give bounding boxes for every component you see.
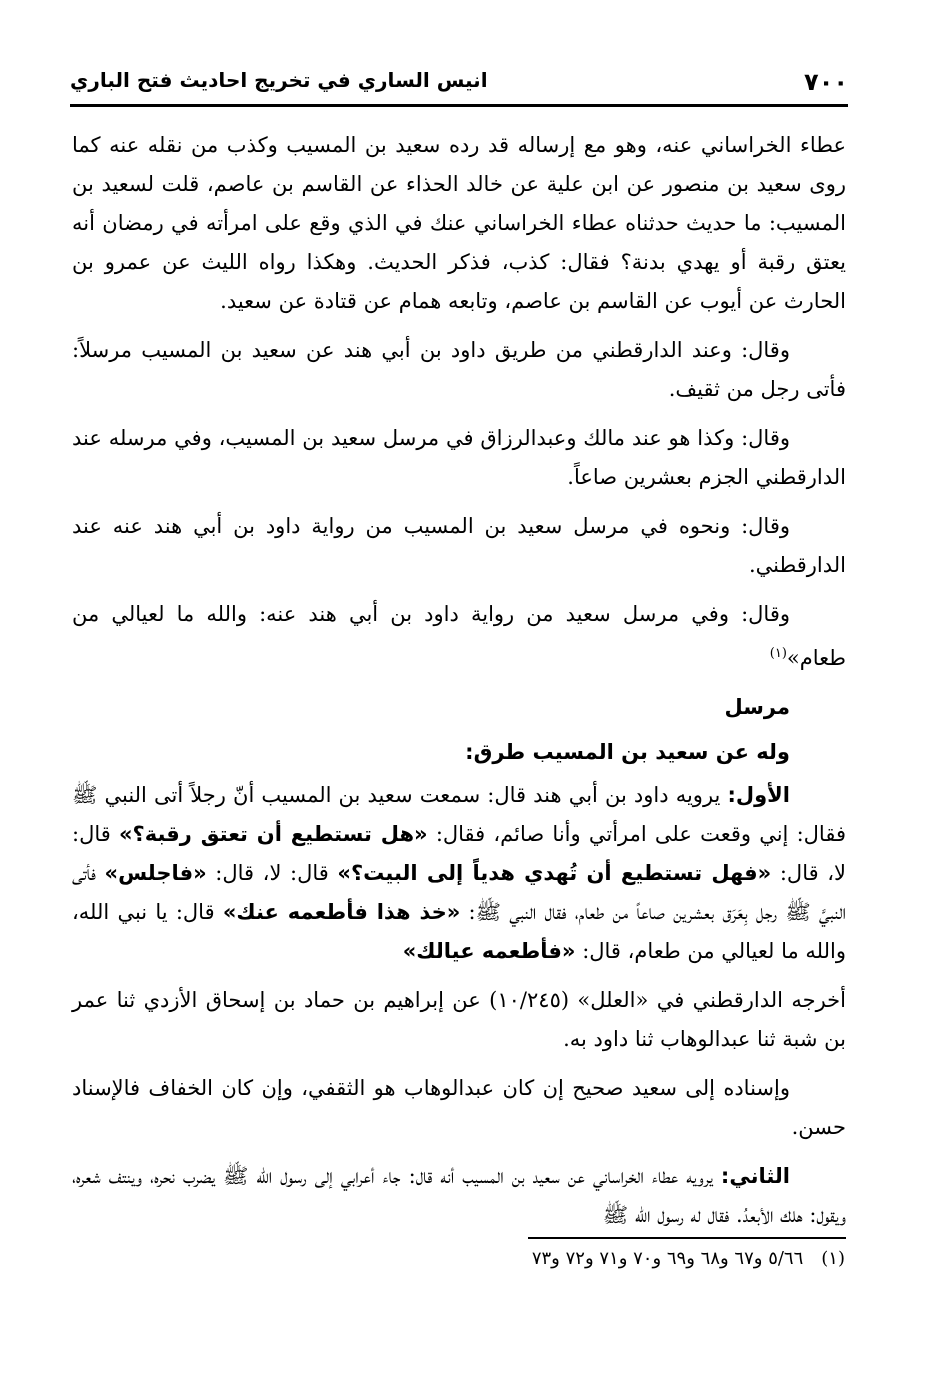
paragraph-6-text-a: يرويه داود بن أبي هند قال: سمعت سعيد بن المسيب أنّ رجلاً أتى النبي ﷺ فقال: إني وقعت على امرأتي وأنا صائم، فقال: [72,783,846,846]
page-number: ٧٠٠ [804,68,848,96]
footnote [532,1248,845,1269]
paragraph-8: وإسناده إلى سعيد صحيح إن كان عبدالوهاب هو الثقفي، وإن كان الخفاف فالإسناد حسن. [72,1076,846,1139]
section-heading-turuq: وله عن سعيد بن المسيب طرق: [465,740,790,764]
paragraph-2: وقال: وعند الدارقطني من طريق داود بن أبي هند عن سعيد بن المسيب مرسلاً: فأتى رجل من ثقيف. [72,338,846,401]
paragraph-6-text-b: قال: لا، قال: [72,822,846,885]
paragraph-1: عطاء الخراساني عنه، وهو مع إرساله قد رده سعيد بن المسيب وكذب من نقله عنه كما روى سعيد بن منصور عن ابن علية عن خالد الحذاء عن القاسم بن عاصم، قلت لسعيد بن المسيب: ما حديث حدثناه عطاء الخراساني عنك في الذي وقع على امرأته في رمضان أنه يعتق رقبة أو يهدي بدنة؟ فقال: كذب، فذكر الحديث. وهكذا رواه الليث عن عمرو بن الحارث عن أيوب عن القاسم بن عاصم، وتابعه همام عن قتادة عن سعيد. [72,133,846,313]
paragraph-6-text-d: فأتى النبيَّ ﷺ رجل بِعَرَق بعشرين صاعاً من طعام، فقال النبي ﷺ: [72,861,846,924]
hadith-quote-1: «هل تستطيع أن تعتق رقبة؟» [118,822,428,846]
paragraph-5-text: وقال: وفي مرسل سعيد من رواية داود بن أبي هند عنه: والله ما لعيالي من طعام» [72,602,846,670]
paragraph-6-text-c: قال: لا، قال: [206,861,338,885]
paragraph-6-text-e: قال: يا نبي الله، والله ما لعيالي من طعام، قال: [72,900,846,963]
paragraph-3: وقال: وكذا هو عند مالك وعبدالرزاق في مرسل سعيد بن المسيب، وفي مرسله عند الدارقطني الجزم بعشرين صاعاً. [72,426,846,489]
main-text [72,126,846,1245]
footnote-rule [528,1237,846,1239]
running-header [70,58,848,102]
footnote-text: ٥/٦٦ و٦٧ و٦٨ و٦٩ و٧٠ و٧١ و٧٢ و٧٣ [531,1248,804,1269]
paragraph-6 [72,776,846,971]
header-rule [70,104,848,107]
running-title: انيس الساري في تخريج احاديث فتح الباري [70,68,488,92]
footnote-number: (١) [821,1248,845,1269]
footnote-reference: (١) [769,646,787,661]
paragraph-7: أخرجه الدارقطني في «العلل» (١٠/٢٤٥) عن إبراهيم بن حماد بن إسحاق الأزدي ثنا عمر بن شبة ثنا عبدالوهاب ثنا داود به. [72,988,846,1051]
hadith-quote-4: «خذ هذا فأطعمه عنك» [222,900,461,924]
section-heading-mursal: مرسل [724,695,790,719]
paragraph-9-text: يرويه عطاء الخراساني عن سعيد بن المسيب أنه قال: جاء أعرابي إلى رسول الله ﷺ يضرب نحره، وينتف شعره، ويقول: هلك الأبعدُ. فقال له رسول الله ﷺ [72,1164,846,1227]
paragraph-4: وقال: ونحوه في مرسل سعيد بن المسيب من رواية داود بن أبي هند عنه عند الدارقطني. [72,514,846,577]
paragraph-9-lead: الثاني: [720,1164,790,1188]
paragraph-9 [72,1157,846,1235]
hadith-quote-5: «فأطعمه عيالك» [402,939,576,963]
paragraph-5 [72,595,846,678]
hadith-quote-3: «فاجلس» [104,861,207,885]
hadith-quote-2: «فهل تستطيع أن تُهدي هدياً إلى البيت؟» [337,861,772,885]
paragraph-6-lead: الأول: [727,783,790,807]
